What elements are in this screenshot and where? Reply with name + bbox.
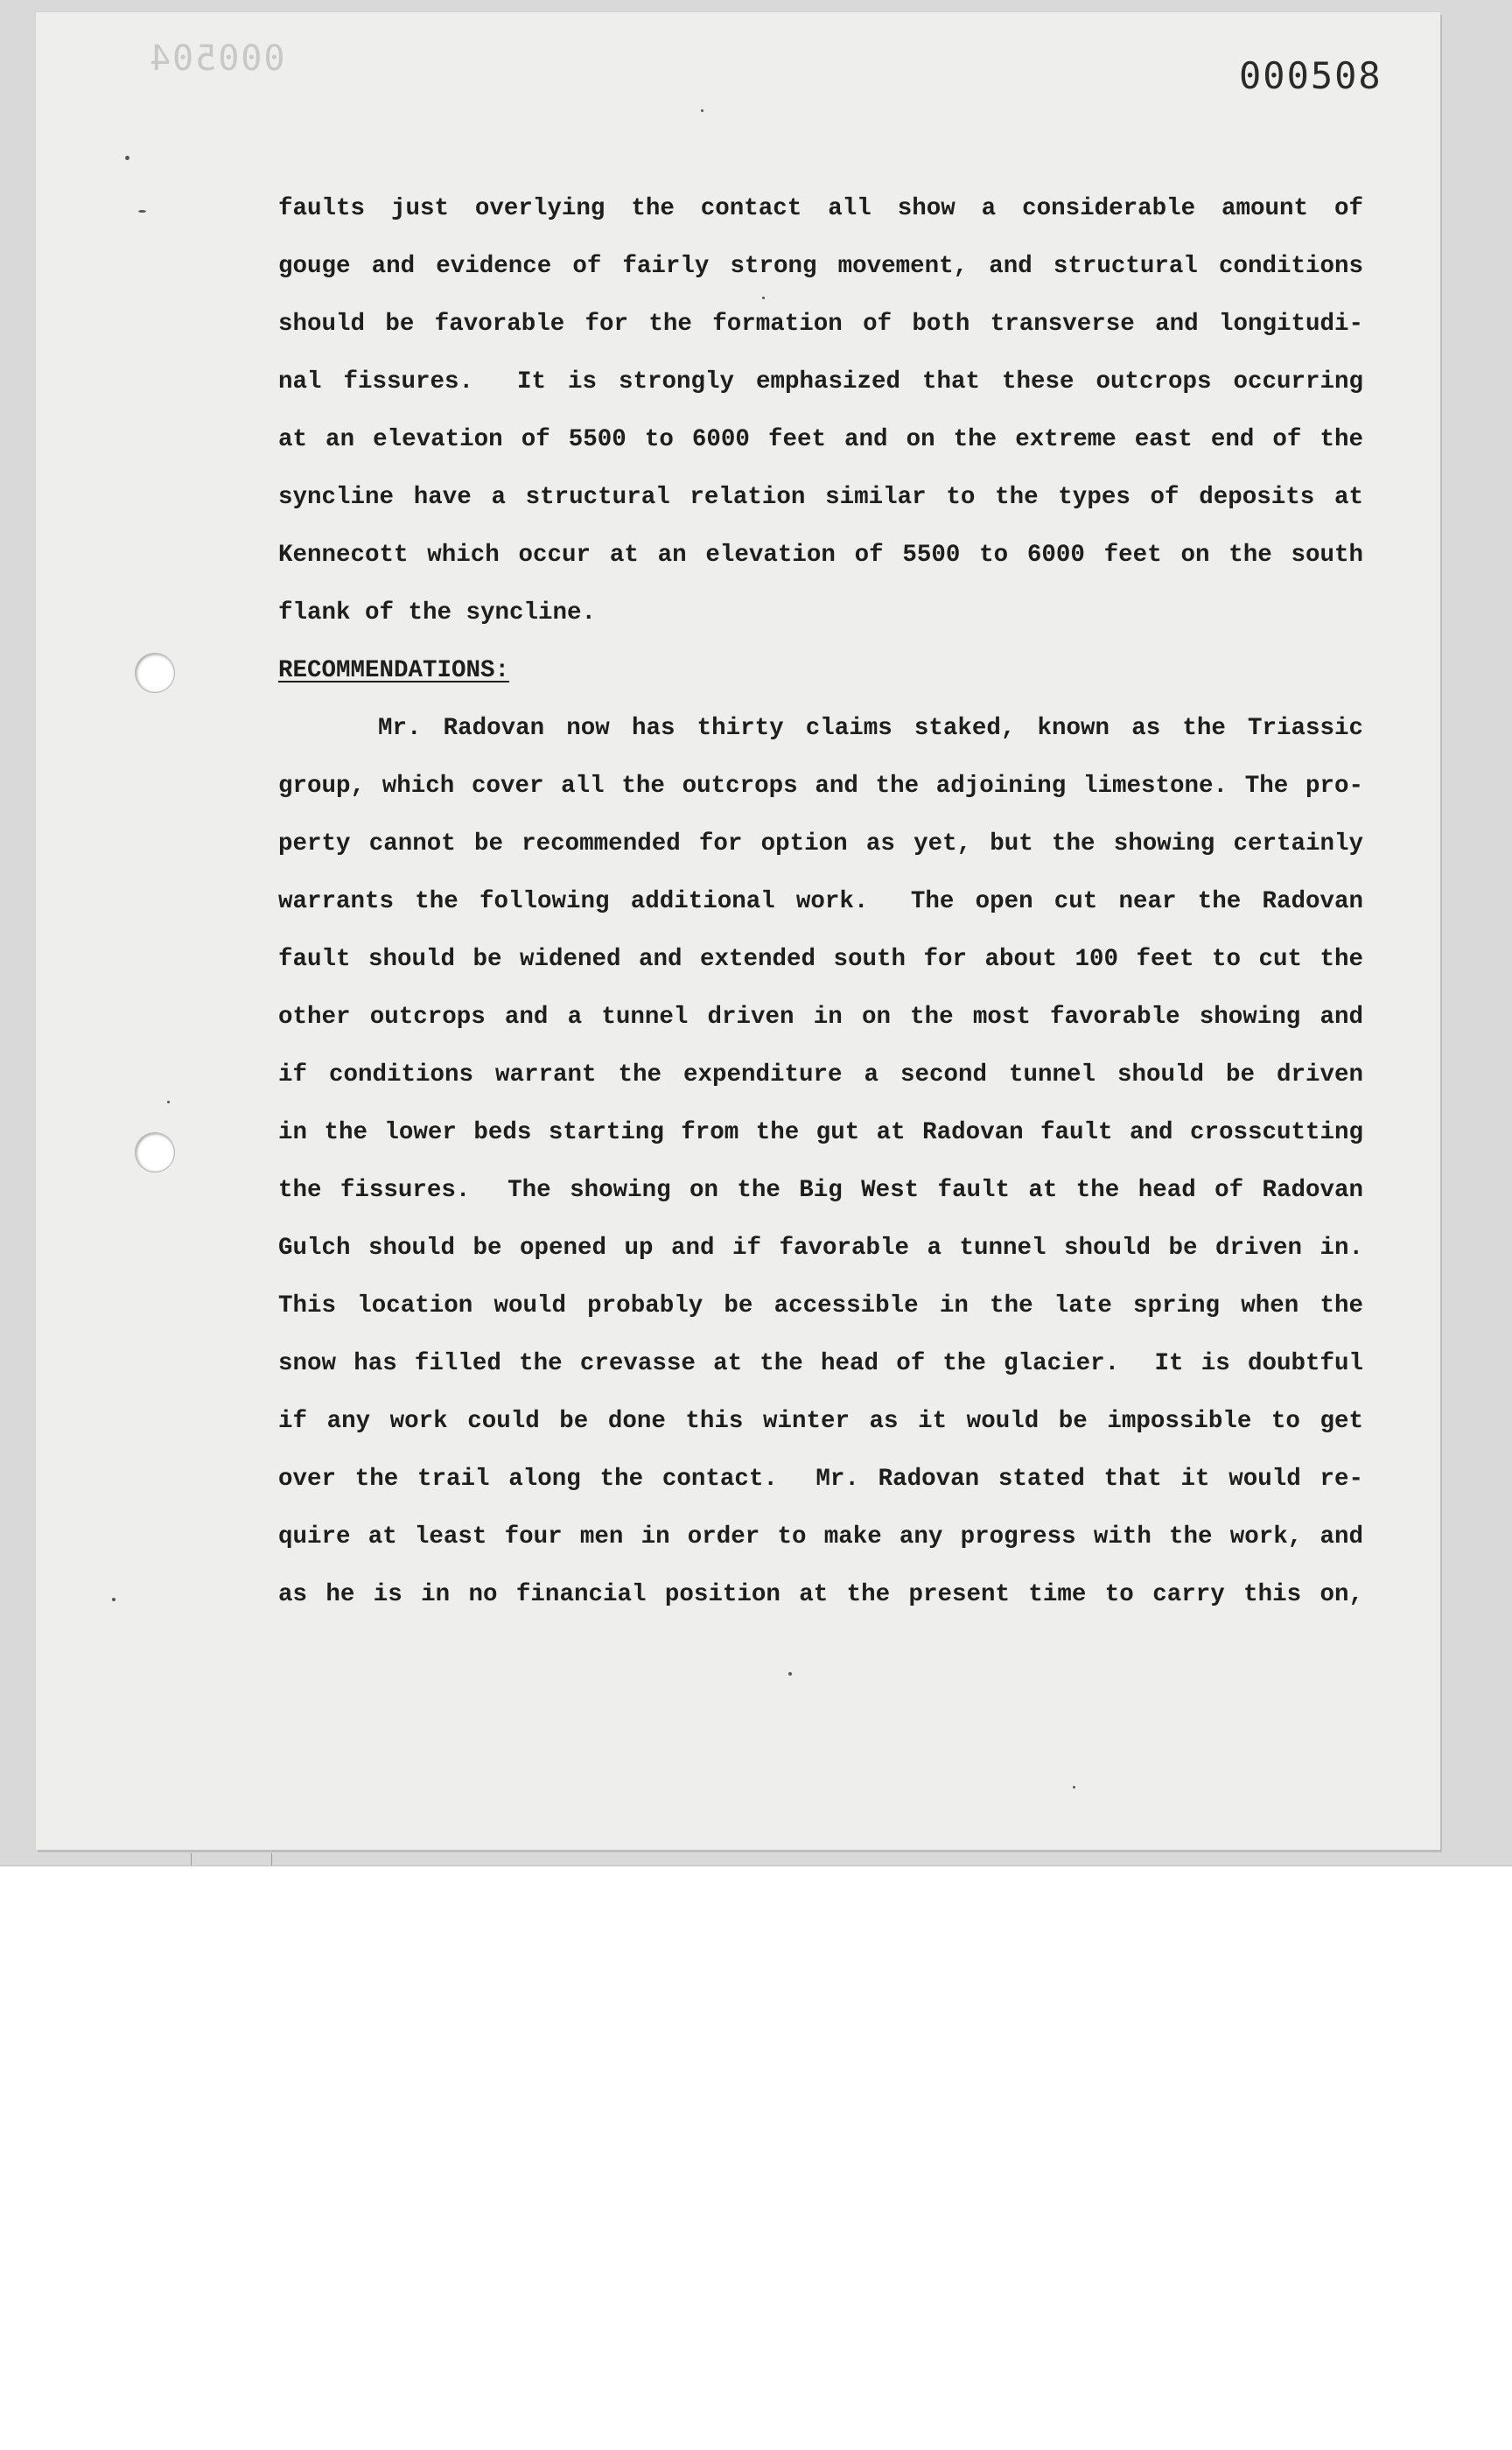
text-line: flank of the syncline. <box>278 599 597 626</box>
dust-speck <box>1073 1786 1075 1788</box>
typewritten-text <box>278 187 1363 1631</box>
text-line: other outcrops and a tunnel driven in on the most favorable showing and <box>278 1004 1363 1031</box>
text-line: warrants the following additional work. The open cut near the Radovan <box>278 888 1363 915</box>
dust-speck <box>788 1672 792 1676</box>
text-line: as he is in no financial position at the present time to carry this on, <box>278 1581 1363 1608</box>
dust-speck <box>167 1101 170 1103</box>
text-line: syncline have a structural relation similar to the types of deposits at <box>278 484 1363 511</box>
page-number: 000508 <box>1239 54 1382 97</box>
text-line: if conditions warrant the expenditure a second tunnel should be driven <box>278 1061 1363 1088</box>
dust-speck <box>125 156 130 160</box>
text-line: over the trail along the contact. Mr. Radovan stated that it would re- <box>278 1466 1363 1493</box>
text-line: if any work could be done this winter as it would be impossible to get <box>278 1408 1363 1435</box>
section-heading: RECOMMENDATIONS: <box>278 657 510 684</box>
text-line: quire at least four men in order to make any progress with the work, and <box>278 1523 1363 1550</box>
text-line: snow has filled the crevasse at the head of the glacier. It is doubtful <box>278 1350 1363 1377</box>
text-line: at an elevation of 5500 to 6000 feet and on the extreme east end of the <box>278 426 1363 453</box>
dust-speck <box>701 109 704 112</box>
text-line: the fissures. The showing on the Big West fault at the head of Radovan <box>278 1177 1363 1204</box>
dust-speck <box>138 210 146 213</box>
punch-hole-top <box>136 654 174 692</box>
text-line: group, which cover all the outcrops and the adjoining limestone. The pro- <box>278 773 1363 800</box>
text-line: faults just overlying the contact all show a considerable amount of <box>278 195 1363 222</box>
text-line: Kennecott which occur at an elevation of 5500 to 6000 feet on the south <box>278 542 1363 569</box>
text-line: Mr. Radovan now has thirty claims staked, known as the Triassic <box>378 715 1363 742</box>
scan-edge-mark <box>271 1853 272 1866</box>
bleed-through-page-number: 000504 <box>148 38 285 79</box>
dust-speck <box>112 1598 116 1601</box>
text-line: should be favorable for the formation of both transverse and longitudi- <box>278 311 1363 338</box>
text-line: perty cannot be recommended for option as yet, but the showing certainly <box>278 830 1363 858</box>
text-line: fault should be widened and extended south for about 100 feet to cut the <box>278 946 1363 973</box>
text-line: This location would probably be accessible in the late spring when the <box>278 1292 1363 1320</box>
paragraph-continuation <box>278 187 1363 649</box>
scan-edge-mark <box>191 1853 192 1866</box>
text-line: Gulch should be opened up and if favorable a tunnel should be driven in. <box>278 1235 1363 1262</box>
text-line: in the lower beds starting from the gut at Radovan fault and crosscutting <box>278 1119 1363 1146</box>
text-line: nal fissures. It is strongly emphasized that these outcrops occurring <box>278 368 1363 396</box>
recommendations-paragraph <box>278 707 1363 1631</box>
text-line: gouge and evidence of fairly strong movement, and structural conditions <box>278 253 1363 280</box>
punch-hole-bottom <box>136 1133 174 1172</box>
